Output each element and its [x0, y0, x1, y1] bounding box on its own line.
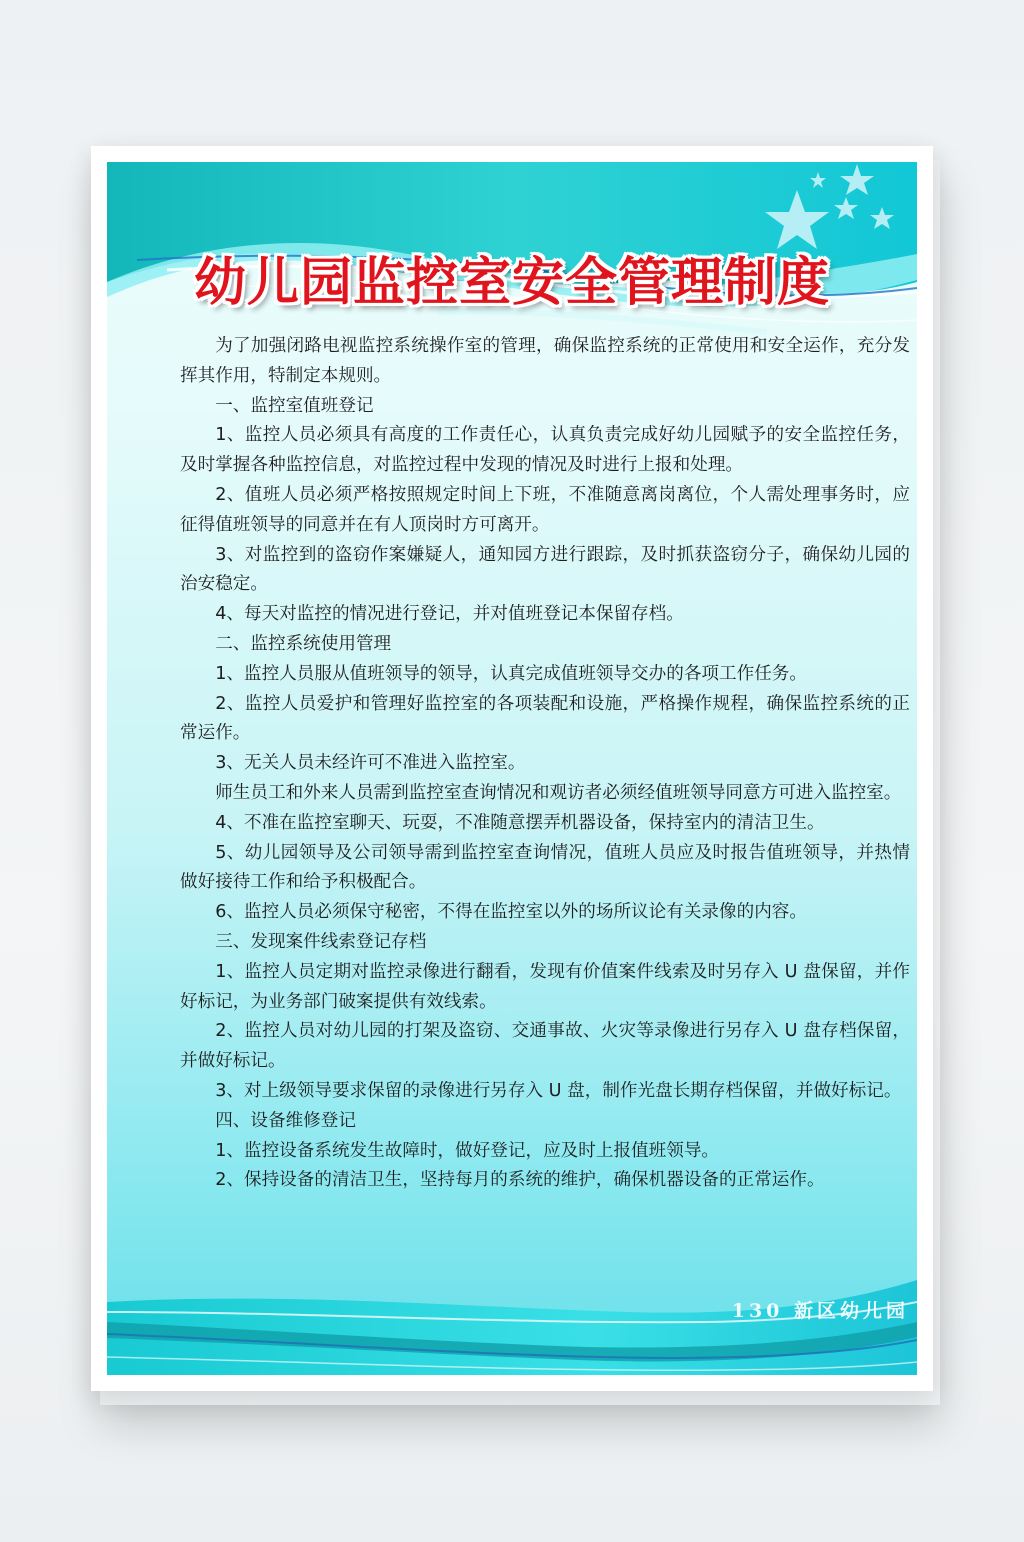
paragraph: 2、监控人员爱护和管理好监控室的各项装配和设施，严格操作规程，确保监控系统的正常运作。 [180, 693, 910, 744]
section-heading: 三、发现案件线索登记存档 [215, 931, 427, 952]
paragraph: 2、监控人员对幼儿园的打架及盗窃、交通事故、火灾等录像进行另存入 U 盘存档保留，并做好标记。 [180, 1021, 910, 1072]
bottom-wave-decoration [107, 1280, 917, 1375]
paragraph: 1、监控人员服从值班领导的领导，认真完成值班领导交办的各项工作任务。 [215, 663, 807, 684]
paragraph: 3、对监控到的盗窃作案嫌疑人，通知园方进行跟踪，及时抓获盗窃分子，确保幼儿园的治安稳定。 [180, 544, 910, 595]
section-heading: 二、监控系统使用管理 [215, 633, 392, 654]
paragraph: 4、每天对监控的情况进行登记，并对值班登记本保留存档。 [215, 604, 684, 625]
school-signature: 130 新区幼儿园 [731, 1300, 909, 1322]
paragraph: 师生员工和外来人员需到监控室查询情况和观访者必须经值班领导同意方可进入监控室。 [215, 782, 902, 803]
paragraph: 2、保持设备的清洁卫生，坚持每月的系统的维护，确保机器设备的正常运作。 [215, 1170, 825, 1191]
paragraph: 6、监控人员必须保守秘密，不得在监控室以外的场所议论有关录像的内容。 [215, 902, 807, 923]
paragraph-intro: 为了加强闭路电视监控系统操作室的管理，确保监控系统的正常使用和安全运作，充分发挥其作用，特制定本规则。 [180, 336, 910, 386]
paragraph: 4、不准在监控室聊天、玩耍，不准随意摆弄机器设备，保持室内的清洁卫生。 [215, 812, 825, 833]
section-heading: 一、监控室值班登记 [215, 395, 374, 416]
paragraph: 2、值班人员必须严格按照规定时间上下班，不准随意离岗离位，个人需处理事务时，应征得值班领导的同意并在有人顶岗时方可离开。 [180, 484, 910, 535]
paragraph: 3、无关人员未经许可不准进入监控室。 [215, 753, 526, 774]
regulation-text [180, 332, 910, 1196]
poster-title: 幼儿园监控室安全管理制度 [193, 252, 830, 313]
paragraph: 1、监控人员定期对监控录像进行翻看，发现有价值案件线索及时另存入 U 盘保留，并作好标记，为业务部门破案提供有效线索。 [180, 961, 910, 1012]
paragraph: 3、对上级领导要求保留的录像进行另存入 U 盘，制作光盘长期存档保留，并做好标记。 [215, 1080, 902, 1101]
paragraph: 5、幼儿园领导及公司领导需到监控室查询情况，值班人员应及时报告值班领导，并热情做好接待工作和给予积极配合。 [180, 842, 910, 893]
poster [107, 162, 917, 1375]
paragraph: 1、监控人员必须具有高度的工作责任心，认真负责完成好幼儿园赋予的安全监控任务，及时掌握各种监控信息，对监控过程中发现的情况及时进行上报和处理。 [180, 425, 910, 476]
paragraph: 1、监控设备系统发生故障时，做好登记，应及时上报值班领导。 [215, 1140, 720, 1161]
section-heading: 四、设备维修登记 [215, 1110, 356, 1131]
